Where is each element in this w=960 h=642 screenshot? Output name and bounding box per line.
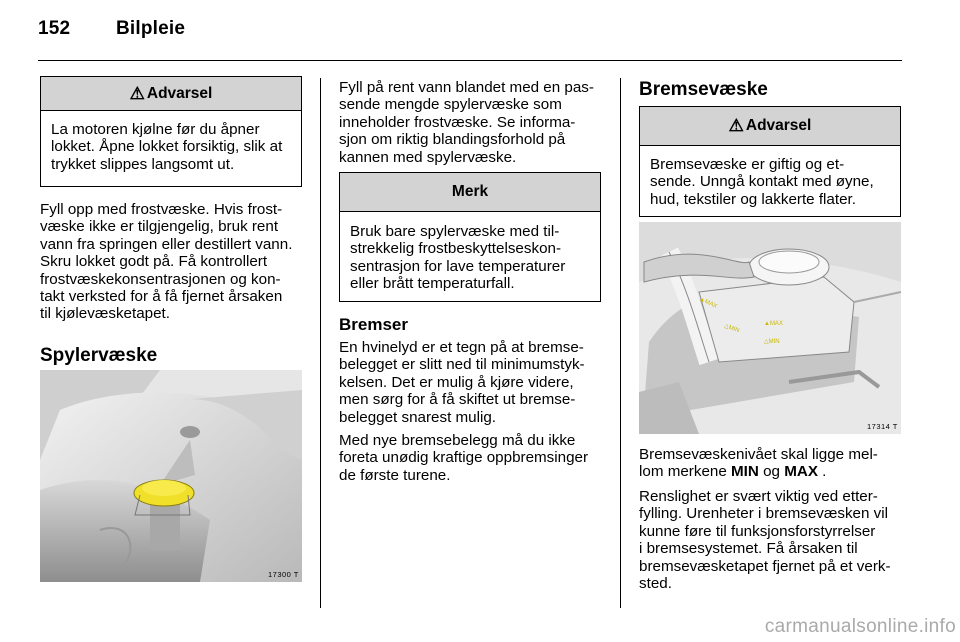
section-heading-washer-fluid: Spylervæske xyxy=(40,345,158,366)
column-divider xyxy=(320,78,321,608)
page-header xyxy=(38,18,185,40)
header-rule xyxy=(38,60,902,61)
warning-title: Advarsel xyxy=(146,85,213,102)
min-mark: MIN xyxy=(731,463,759,481)
brake-fluid-cleanliness-paragraph: Renslighet er svært viktig ved etter- fylling. Urenheter i bremsevæsken vil kunne føre til funksjonsforstyrrelser i bremsesystemet. Få årsaken til bremsevæsketapet fjernet på et verk- sted. xyxy=(639,488,891,593)
svg-text:▲MAX: ▲MAX xyxy=(698,296,718,310)
note-box xyxy=(339,172,601,302)
section-heading-brakes: Bremser xyxy=(339,315,408,334)
warning-box-header xyxy=(640,107,900,146)
warning-title: Advarsel xyxy=(745,117,812,134)
washer-fluid-paragraph: Fyll på rent vann blandet med en pas- sende mengde spylervæske som inneholder frostvæske. Se informa- sjon om riktig blandingsforhold på kannen med spylervæske. xyxy=(339,79,594,166)
warning-text: La motoren kjølne før du åpner lokket. Åpne lokket forsiktig, slik at trykket slippes langsomt ut. xyxy=(51,121,283,173)
text-run: Bremsevæskenivået skal ligge mel- lom merkene xyxy=(639,446,878,481)
note-title: Merk xyxy=(451,183,489,200)
watermark: carmanualsonline.info xyxy=(764,616,956,637)
max-mark: MAX xyxy=(784,463,818,481)
note-box-header xyxy=(340,173,600,212)
brake-fluid-level-paragraph xyxy=(639,446,914,481)
section-heading-brake-fluid: Bremsevæske xyxy=(639,79,768,100)
brake-fluid-warning-box xyxy=(639,106,901,217)
page-number: 152 xyxy=(38,18,71,39)
brakes-paragraph-2: Med nye bremsebelegg må du ikke foreta unødig kraftige oppbremsinger de første turene. xyxy=(339,432,589,484)
image-reference-label: 17300 T xyxy=(268,570,299,579)
note-text: Bruk bare spylervæske med til- strekkelig frostbeskyttelseskon- sentrasjon for lave temperaturer eller brått temperaturfall. xyxy=(350,223,566,293)
coolant-paragraph: Fyll opp med frostvæske. Hvis frost- væske ikke er tilgjengelig, bruk rent vann fra springen eller destillert vann. Skru lokket godt på. Få kontrollert frostvæskekonsentrasjonen og kon- takt verksted for å få fjernet årsaken til kjølevæsketapet. xyxy=(40,201,293,323)
svg-text:▲MAX: ▲MAX xyxy=(764,321,783,327)
svg-text:△MIN: △MIN xyxy=(764,339,780,345)
brake-fluid-reservoir-image xyxy=(639,222,901,434)
brakes-paragraph-1: En hvinelyd er et tegn på at bremse- belegget er slitt ned til minimumstyk- kelsen. Det er mulig å kjøre videre, men sørg for å få skiftet ut bremse- belegget snarest mulig. xyxy=(339,339,585,426)
column-divider xyxy=(620,78,621,608)
warning-text: Bremsevæske er giftig og et- sende. Unngå kontakt med øyne, hud, tekstiler og lakkerte flater. xyxy=(650,156,874,208)
warning-box-header xyxy=(41,77,301,111)
warning-box xyxy=(40,76,302,187)
text-run: . xyxy=(817,463,827,481)
text-run: og xyxy=(758,463,785,481)
washer-fluid-reservoir-image xyxy=(40,370,302,582)
image-reference-label: 17314 T xyxy=(867,422,898,431)
page-title: Bilpleie xyxy=(116,18,186,39)
warning-triangle-icon: ⚠ xyxy=(129,84,145,103)
warning-triangle-icon: ⚠ xyxy=(728,116,744,135)
svg-text:△MIN: △MIN xyxy=(723,323,741,335)
